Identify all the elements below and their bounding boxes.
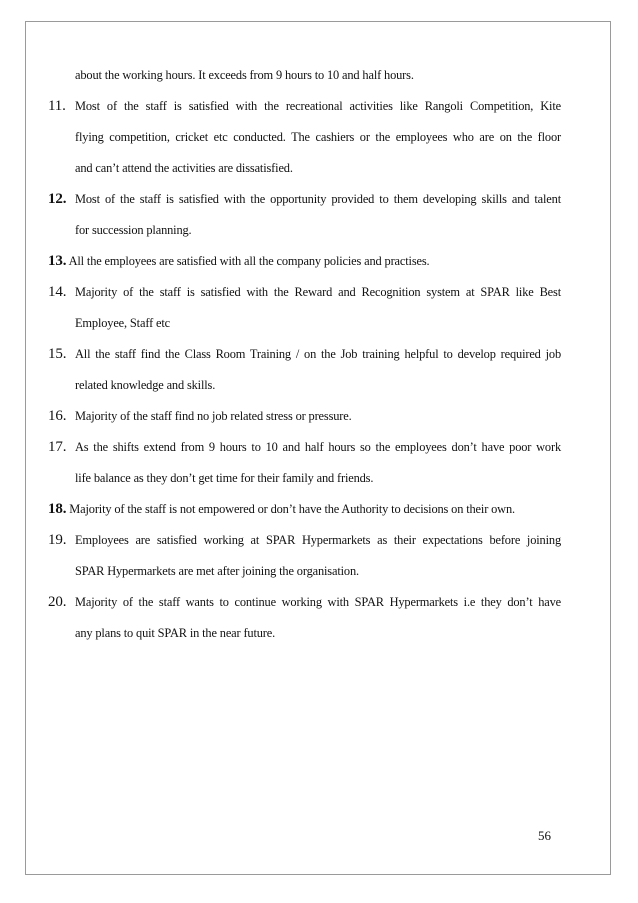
list-item [48,91,561,184]
item-text: Most of the staff is satisfied with the opportunity provided to them developing skills and talent [75,192,561,206]
item-text: and can’t attend the activities are dissatisfied. [75,161,293,175]
item-text: Majority of the staff wants to continue working with SPAR Hypermarkets i.e they don’t have [75,595,561,609]
item-text: Majority of the staff is not empowered or don’t have the Authority to decisions on their own. [69,502,515,516]
list-item [48,587,561,649]
item-number: 14. [48,284,67,300]
item-number: 18. [48,501,67,517]
item-text: Majority of the staff find no job related stress or pressure. [75,409,352,423]
item-text: SPAR Hypermarkets are met after joining the organisation. [75,564,359,578]
list-item [48,494,561,525]
item-text: Employee, Staff etc [75,316,170,330]
document-body [48,60,561,649]
item-text: All the staff find the Class Room Training / on the Job training helpful to develop required job [75,347,561,361]
item-text: any plans to quit SPAR in the near future. [75,626,276,640]
item-text: As the shifts extend from 9 hours to 10 and half hours so the employees don’t have poor work [75,440,561,454]
item-text: Most of the staff is satisfied with the recreational activities like Rangoli Competition, Kite [75,99,561,113]
item-number: 17. [48,439,67,455]
list-item [48,277,561,339]
list-item [48,401,561,432]
item-text: flying competition, cricket etc conducted. The cashiers or the employees who are on the floor [75,130,561,144]
item-number: 19. [48,532,67,548]
item-text: All the employees are satisfied with all the company policies and practises. [68,254,430,268]
item-number: 12. [48,191,67,207]
item-number: 13. [48,253,67,269]
item-number: 20. [48,594,67,610]
item-number: 15. [48,346,67,362]
item-text: life balance as they don’t get time for their family and friends. [75,471,374,485]
item-text: Majority of the staff is satisfied with the Reward and Recognition system at SPAR like Best [75,285,561,299]
continuation-line: about the working hours. It exceeds from 9 hours to 10 and half hours. [75,68,414,82]
item-text: Employees are satisfied working at SPAR Hypermarkets as their expectations before joining [75,533,561,547]
page-number: 56 [538,828,551,843]
item-number: 16. [48,408,67,424]
list-item [48,432,561,494]
item-number: 11. [48,98,66,114]
list-item [48,184,561,246]
list-item [48,339,561,401]
item-text: related knowledge and skills. [75,378,216,392]
list-item [48,525,561,587]
item-text: for succession planning. [75,223,192,237]
list-item [48,246,561,277]
